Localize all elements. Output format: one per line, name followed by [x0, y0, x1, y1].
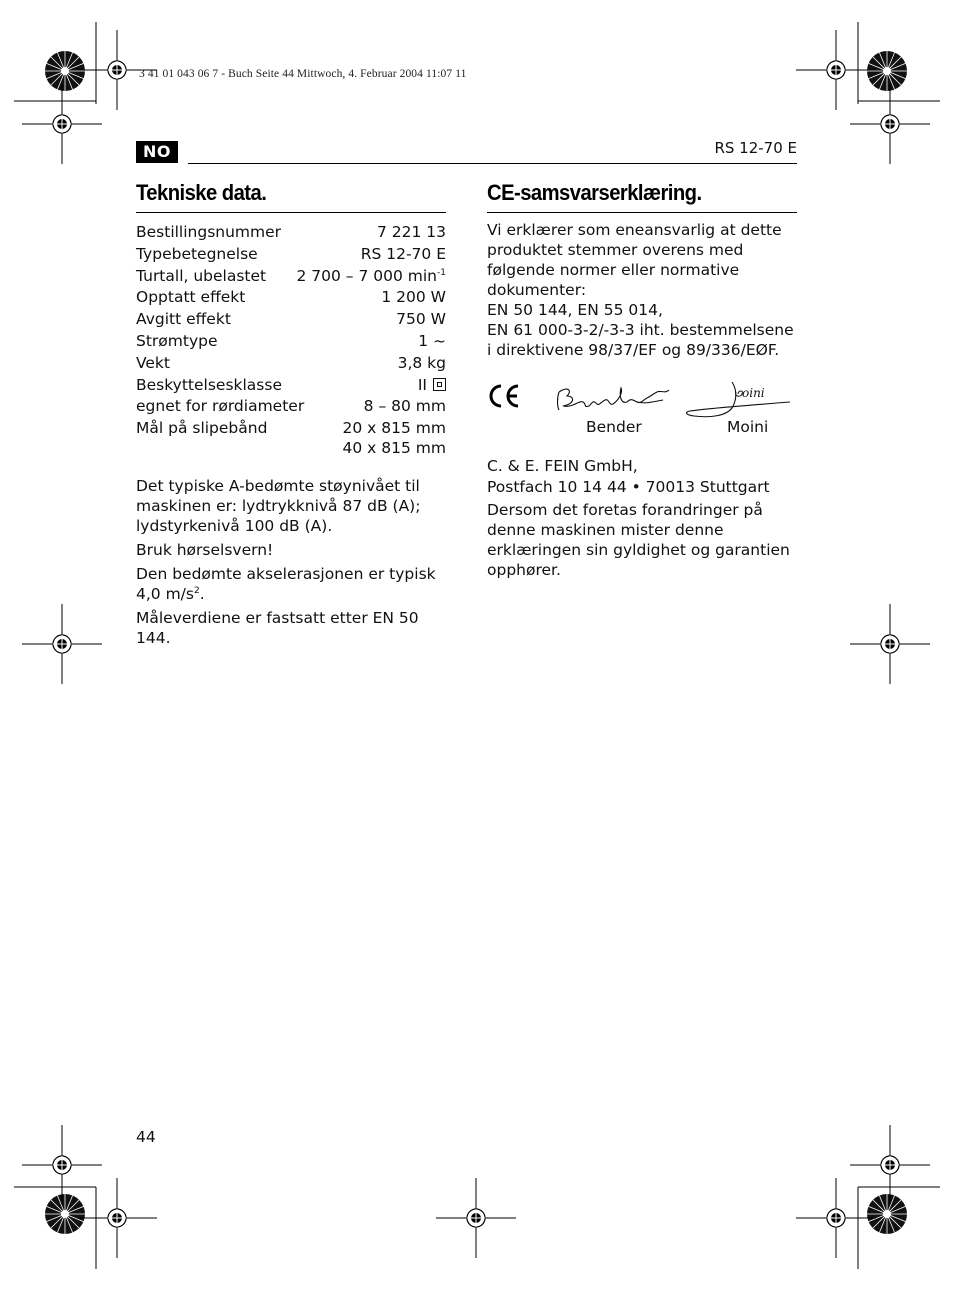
- noise-text: Det typiske A-bedømte støynivået til maskinen er: lydtrykknivå 87 dB (A); lydstyrkenivå 100 dB (A).: [136, 477, 421, 535]
- acceleration-main: Den bedømte akselerasjonen er typisk 4,0 m/s: [136, 565, 436, 603]
- norms-line-1: EN 50 144, EN 55 014,: [487, 301, 663, 319]
- spec-row: [136, 440, 446, 460]
- acceleration-end: .: [199, 585, 205, 603]
- spec-value: [418, 375, 446, 397]
- spec-value: 1 200 W: [381, 288, 446, 307]
- spec-value: 20 x 815 mm: [342, 419, 446, 438]
- title-rule-left: [136, 212, 446, 213]
- double-insulation-icon: [433, 378, 446, 391]
- language-badge: NO: [136, 141, 178, 163]
- declaration-text: Vi erklærer som eneansvarlig at dette produktet stemmer overens med følgende normer eller normative dokumenter:: [487, 221, 782, 299]
- signature-moini: [680, 378, 795, 422]
- title-rule-right: [487, 212, 797, 213]
- acceleration-text: [136, 564, 448, 604]
- declaration-text-block: [487, 220, 799, 360]
- spec-label: Typebetegnelse: [136, 244, 258, 263]
- spec-value: 1 ~: [418, 331, 446, 350]
- hearing-protection-text: Bruk hørselsvern!: [136, 541, 274, 559]
- ce-declaration-title: CE-samsvarserklæring.: [487, 180, 702, 205]
- norms-line-2: EN 61 000-3-2/-3-3 iht. bestemmelsene i direktivene 98/37/EF og 89/336/EØF.: [487, 321, 794, 359]
- spec-label: egnet for rørdiameter: [136, 397, 305, 416]
- spec-row: [136, 222, 446, 244]
- spec-row: [136, 287, 446, 309]
- noise-section: [136, 476, 448, 648]
- signer-name-moini: Moini: [727, 418, 769, 436]
- spec-value: 7 221 13: [376, 223, 446, 241]
- spec-row: [136, 309, 446, 331]
- spec-table: [136, 222, 446, 460]
- page-number: 44: [136, 1128, 156, 1146]
- spec-label: Mål på slipebånd: [136, 419, 268, 438]
- signer-name-bender: Bender: [586, 418, 642, 436]
- spec-row: [136, 375, 446, 397]
- technical-data-title: Tekniske data.: [136, 180, 267, 205]
- spec-label: Vekt: [136, 353, 170, 372]
- spec-label: Strømtype: [136, 331, 218, 350]
- svg-text:oini: oini: [742, 386, 765, 400]
- spec-label: Avgitt effekt: [136, 310, 231, 329]
- spec-label: Bestillingsnummer: [136, 223, 282, 241]
- header-rule: [188, 163, 797, 164]
- acceleration-exponent: 2: [193, 586, 200, 596]
- spec-row: [136, 353, 446, 375]
- spec-value: [297, 266, 447, 288]
- spec-label: Turtall, ubelastet: [136, 266, 267, 285]
- company-name: C. & E. FEIN GmbH,: [487, 457, 638, 475]
- model-name: RS 12-70 E: [714, 139, 797, 157]
- ce-mark-icon: [488, 383, 520, 409]
- company-address: Postfach 10 14 44 • 70013 Stuttgart: [487, 478, 770, 496]
- spec-row: [136, 396, 446, 418]
- spec-label: Beskyttelsesklasse: [136, 375, 282, 394]
- spec-row: [136, 244, 446, 266]
- spec-row: [136, 266, 446, 288]
- speed-value: 2 700 – 7 000 min: [296, 266, 438, 285]
- spec-label: Opptatt effekt: [136, 288, 246, 307]
- speed-exponent: -1: [437, 267, 446, 278]
- protection-class-value: II: [417, 375, 427, 394]
- print-slug: 3 41 01 043 06 7 - Buch Seite 44 Mittwoch, 4. Februar 2004 11:07 11: [139, 68, 467, 80]
- spec-value: 8 – 80 mm: [363, 397, 446, 416]
- spec-value: 3,8 kg: [397, 353, 446, 372]
- spec-row: [136, 418, 446, 440]
- modification-notice: Dersom det foretas forandringer på denne maskinen mister denne erklæringen sin gyldighet og garantien opphører.: [487, 501, 790, 579]
- signature-bender: [553, 382, 671, 416]
- spec-value: 40 x 815 mm: [342, 438, 446, 457]
- spec-value: RS 12-70 E: [360, 244, 446, 263]
- measurement-text: Måleverdiene er fastsatt etter EN 50 144.: [136, 609, 419, 647]
- spec-row: [136, 331, 446, 353]
- ce-mark: [488, 383, 520, 409]
- company-block: [487, 456, 799, 580]
- spec-value: 750 W: [396, 310, 446, 329]
